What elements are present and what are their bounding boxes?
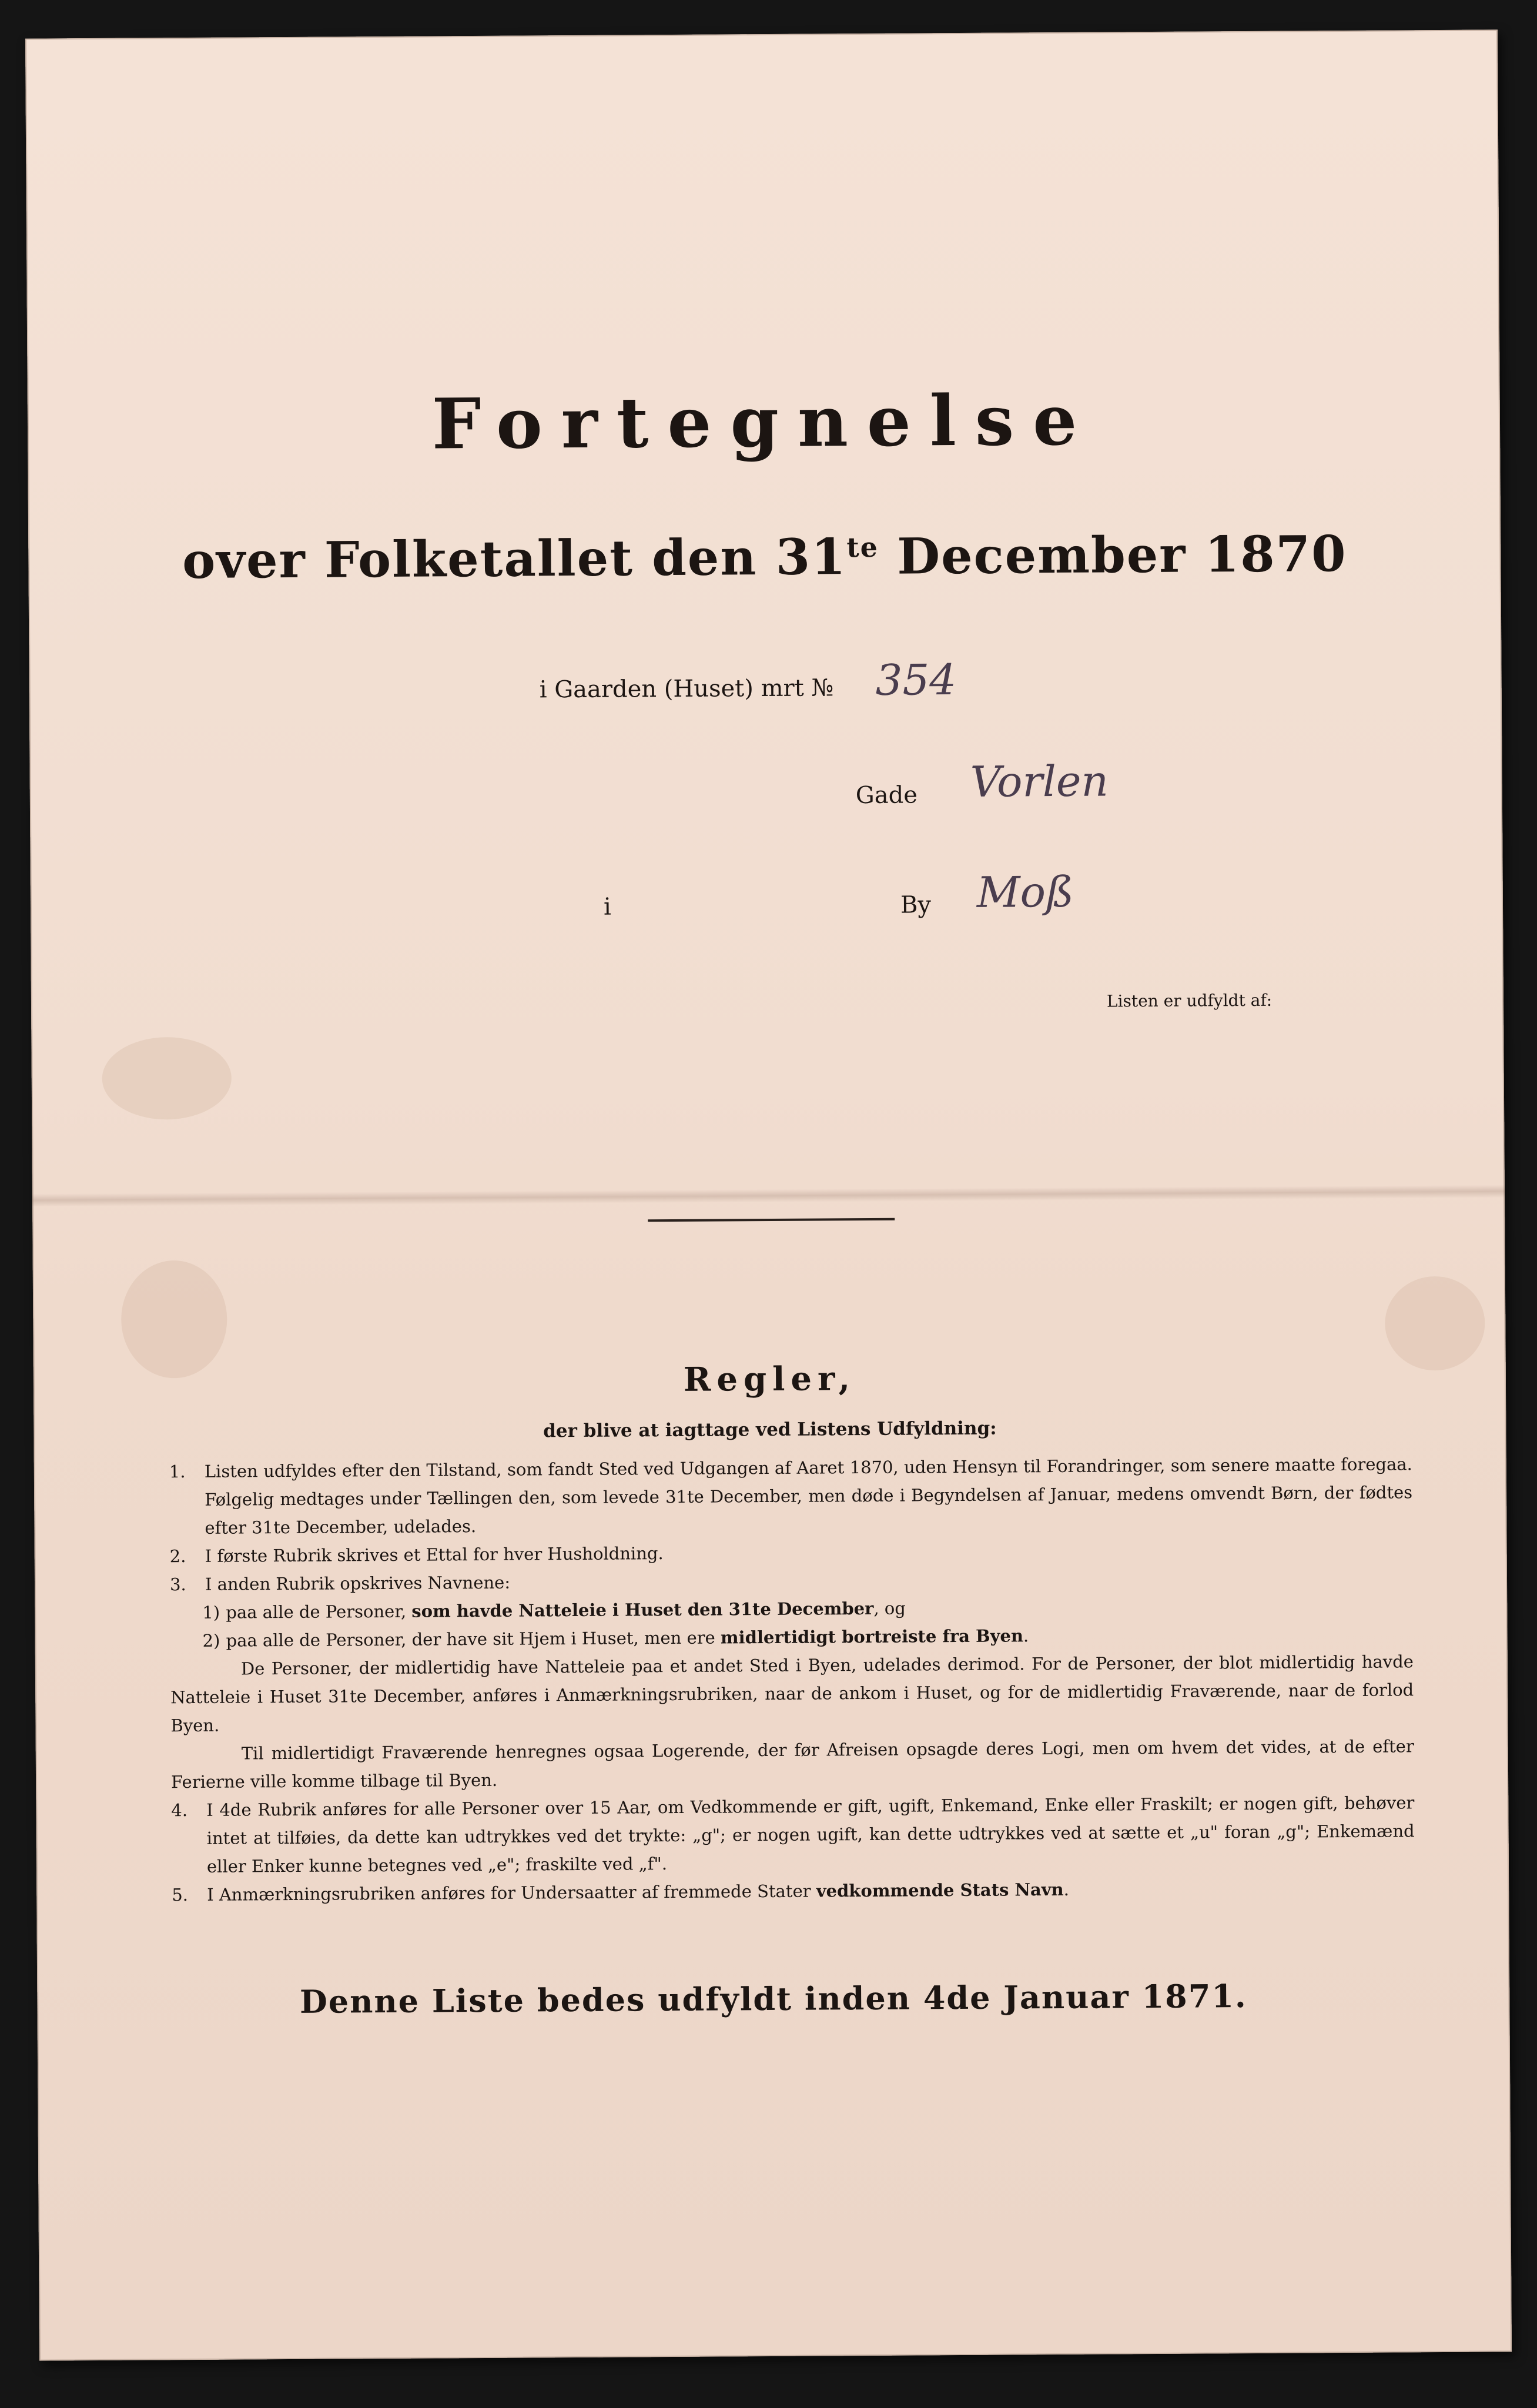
rules-subheading: der blive at iagttage ved Listens Udfyldning: — [543, 1417, 997, 1442]
i-label: i — [603, 893, 611, 921]
census-form-sheet — [25, 29, 1512, 2360]
rule-text: , og — [873, 1598, 906, 1618]
subtitle-ordinal: te — [846, 531, 879, 564]
paper-stain — [121, 1260, 227, 1379]
by-label: By — [900, 891, 932, 919]
gade-label: Gade — [855, 781, 918, 810]
divider-rule — [648, 1218, 895, 1222]
deadline-note: Denne Liste bedes udfyldt inden 4de Januar 1871. — [299, 1977, 1247, 2021]
rule-text: . — [1063, 1879, 1070, 1899]
subtitle-main: over Folketallet den 31 — [182, 527, 847, 590]
rule-item — [169, 1450, 1413, 1542]
document-title: Fortegnelse — [431, 379, 1096, 465]
rule-text-bold: midlertidigt bortreiste fra Byen — [720, 1626, 1024, 1648]
rule-text: Listen udfyldes efter den Tilstand, som fandt Sted ved Udgangen af Aaret 1870, uden Hensyn til Forandringer, som senere maatte foregaa. Følgelig medtages under Tællingen den, som levede 31te December, men døde i Begyndelsen af Januar, medens omvendt Børn, der fødtes efter 31te December, udelades. — [204, 1454, 1413, 1538]
rule-item — [171, 1788, 1415, 1881]
rule-text: I 4de Rubrik anføres for alle Personer over 15 Aar, om Vedkommende er gift, ugift, Enkemand, Enke eller Fraskilt; er nogen gift, behøver intet at tilføies, da dette kan udtrykkes ved det trykte: „g"; er nogen ugift, kan dette udtrykkes ved at sætte et „u" foran „g"; Enkemænd eller Enker kunne betegnes ved „e"; fraskilte ved „f". — [206, 1792, 1415, 1877]
gaard-label: i Gaarden (Huset) mrt № — [539, 674, 834, 704]
rule-number: 5. — [172, 1885, 189, 1905]
rule-text-bold: vedkommende Stats Navn — [816, 1879, 1064, 1901]
rules-heading: Regler, — [683, 1359, 856, 1399]
rule-number: 2. — [169, 1546, 186, 1567]
rule-paragraph: De Personer, der midlertidig have Natteleie paa et andet Sted i Byen, udelades derimod. For de Personer, der blot midlertidig havde Natteleie i Huset 31te December, anføres i Anmærkningsrubriken, naar de ankom i Huset, og for de midlertidig Fraværende, naar de forlod Byen. — [170, 1651, 1414, 1736]
rule-number: 3. — [169, 1574, 186, 1595]
rules-list — [169, 1450, 1415, 1909]
rule-text: I Anmærkningsrubriken anføres for Undersaatter af fremmede Stater — [207, 1881, 816, 1905]
by-value[interactable]: Moß — [976, 867, 1074, 917]
rule-text: I første Rubrik skrives et Ettal for hver Husholdning. — [205, 1543, 664, 1566]
rule-text: paa alle de Personer, — [226, 1601, 412, 1623]
gaard-number-value[interactable]: 354 — [875, 655, 957, 705]
rule-number: 1. — [169, 1461, 186, 1482]
gade-value[interactable]: Vorlen — [970, 756, 1109, 807]
rule-text: paa alle de Personer, der have sit Hjem i Huset, men ere — [226, 1627, 721, 1651]
filled-by-label: Listen er udfyldt af: — [1106, 990, 1273, 1011]
rule-text: . — [1023, 1626, 1029, 1646]
rule-text-bold: som havde Natteleie i Huset den 31te December — [411, 1598, 874, 1621]
rule-subnumber: 2) — [202, 1630, 220, 1651]
rule-number: 4. — [171, 1800, 188, 1821]
rule-paragraph: Til midlertidigt Fraværende henregnes ogsaa Logerende, der før Afreisen opsagde deres Logi, men om hvem det vides, at de efter Ferierne ville komme tilbage til Byen. — [170, 1736, 1414, 1792]
paper-stain — [102, 1037, 232, 1120]
paper-fold-line — [32, 1185, 1505, 1206]
document-subtitle — [28, 523, 1501, 590]
rule-subnumber: 1) — [202, 1602, 220, 1623]
rule-text: I anden Rubrik opskrives Navnene: — [205, 1572, 511, 1594]
subtitle-date: December 1870 — [878, 524, 1347, 586]
